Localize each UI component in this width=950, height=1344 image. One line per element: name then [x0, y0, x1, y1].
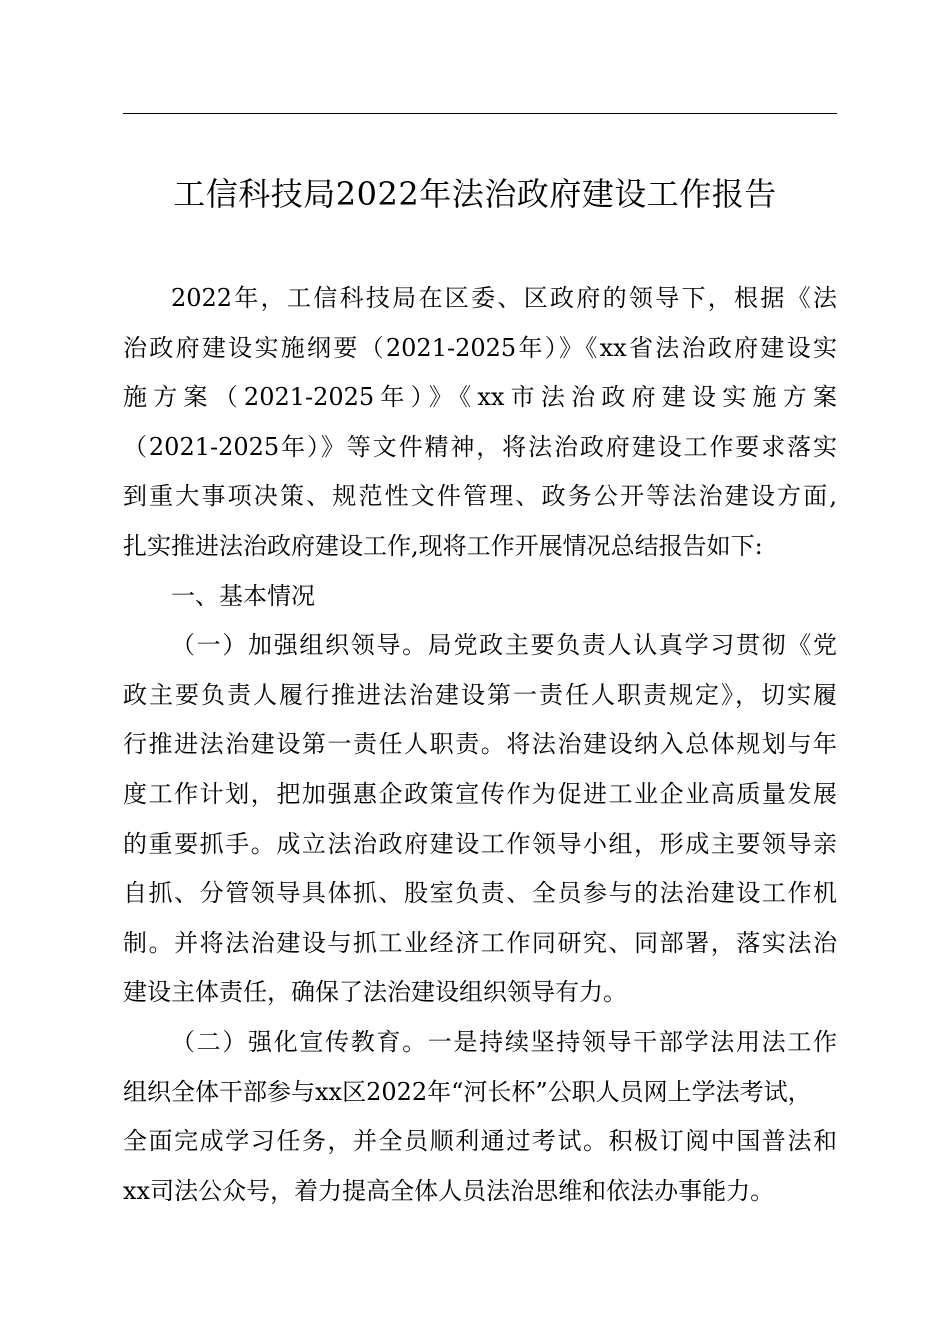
body-line: 组织全体干部参与xx区2022年“河长杯”公职人员网上学法考试，: [123, 1077, 812, 1106]
body-line: 的重要抓手。成立法治政府建设工作领导小组，形成主要领导亲: [123, 829, 837, 858]
body-line: 度工作计划，把加强惠企政策宣传作为促进工业企业高质量发展: [123, 779, 837, 808]
body-line: 建设主体责任，确保了法治建设组织领导有力。: [123, 978, 627, 1007]
body-line: 扎实推进法治政府建设工作,现将工作开展情况总结报告如下:: [123, 531, 763, 560]
body-line: 治政府建设实施纲要（2021-2025年）》《xx省法治政府建设实: [123, 333, 837, 362]
body-line: 行推进法治建设第一责任人职责。将法治建设纳入总体规划与年: [123, 730, 837, 759]
document-body: [123, 274, 837, 1216]
body-line: 政主要负责人履行推进法治建设第一责任人职责规定》，切实履: [123, 680, 837, 709]
body-line: 自抓、分管领导具体抓、股室负责、全员参与的法治建设工作机: [123, 879, 837, 908]
body-line: （二）强化宣传教育。一是持续坚持领导干部学法用法工作: [171, 1027, 837, 1056]
body-line: 制。并将法治建设与抓工业经济工作同研究、同部署，落实法治: [123, 928, 837, 957]
body-line: 2022年，工信科技局在区委、区政府的领导下，根据《法: [171, 284, 837, 312]
header-rule: [123, 113, 837, 114]
body-line: 全面完成学习任务，并全员顺利通过考试。积极订阅中国普法和: [123, 1127, 837, 1156]
section-heading: 一、基本情况: [171, 581, 315, 610]
body-line: 施方案（2021-2025年）》《xx市法治政府建设实施方案: [123, 383, 837, 412]
body-line: （2021-2025年）》等文件精神，将法治政府建设工作要求落实: [123, 432, 837, 461]
body-line: xx司法公众号，着力提高全体人员法治思维和依法办事能力。: [123, 1176, 775, 1205]
body-line: 到重大事项决策、规范性文件管理、政务公开等法治建设方面,: [123, 482, 837, 511]
document-title: 工信科技局2022年法治政府建设工作报告: [173, 175, 777, 213]
body-line: （一）加强组织领导。局党政主要负责人认真学习贯彻《党: [171, 631, 837, 660]
